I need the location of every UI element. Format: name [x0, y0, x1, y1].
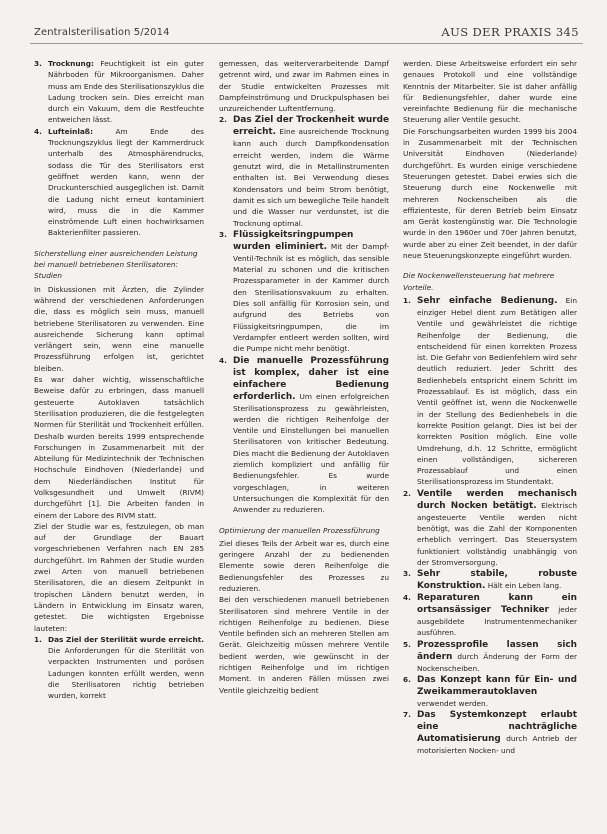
subheading: Die Nockenwellensteuerung hat mehrere Vorteile.: [403, 271, 555, 292]
header-rule: [30, 43, 583, 44]
item-number: 3.: [34, 59, 42, 68]
item-text: verwendet werden.: [417, 699, 489, 709]
paragraph: Bei den verschiedenen manuell betriebenen Sterilisatoren sind mehrere Ventile in der richtigen Reihenfolge zu bedienen. Diese Ventile befinden sich an mehreren Stellen am Gerät. Gleichzeitig müssen mehrere Ventile bedient werden, wie gewünscht in der richtigen Reihenfolge und im richtigen Moment. In anderen Fällen müssen zwei Ventile gleichzeitig bedient: [219, 595, 389, 695]
paragraph: Die Forschungsarbeiten wurden 1999 bis 2004 in Zusammenarbeit mit der Technischen Universität Eindhoven (Niederlande) durchgeführt. Es wurden einige verschiedene Steuerungen getestet. Dabei erwies sich die Steuerung durch eine Nockenwelle mit mehreren Nockenscheiben als die effizienteste, für deren Betrieb beim Einsatz am Gerät kostengünstig war. Die Technologie wurde in den 1960er und 70er Jahren benutzt, wurde aber zu einer Zeit beendet, in der dafür neue Steuerungskonzepte eingeführt wurden.: [403, 126, 577, 261]
item-number: 4.: [403, 593, 411, 603]
paragraph: werden. Diese Arbeitsweise erfordert ein sehr genaues Protokoll und eine vollständige Kenntnis der Mitarbeiter. Sie ist daher anfällig für Bedienungsfehler, daher wurde eine vereinfachte Bedienung für die mechanische Steuerung aller Ventile gesucht.: [403, 59, 577, 125]
paragraph: Ziel der Studie war es, festzulegen, ob man auf der Grundlage der Bauart vorgeschriebenen Verfahren nach EN 285 durchgeführt. Im Rahmen der Studie wurden zwei Arten von manuell betriebenen Sterilisatoren, die an diesem Zeitpunkt in tropischen Ländern benutzt werden, in Ländern in Entwicklung im Einsatz waren, getestet. Die wichtigsten Ergebnisse lauteten:: [34, 521, 204, 633]
item-number: 3.: [403, 569, 411, 579]
section-title: AUS DER PRAXIS: [441, 25, 552, 39]
item-number: 2.: [219, 115, 227, 125]
item-lead: Das Konzept kann für Ein- und Zweikammerautoklaven: [417, 675, 577, 698]
list-item: [34, 58, 204, 126]
item-text: Feuchtigkeit ist ein guter Nährboden für Mikroorganismen. Daher muss am Ende des Sterilisationszyklus die Ladung trocken sein. Dies erreicht man durch ein Vakuum, dem die Restfeuchte entweichen lässt.: [48, 59, 204, 125]
page-number: 345: [555, 25, 579, 39]
item-lead: Flüssigkeitsringpumpen wurden eliminiert.: [233, 229, 354, 252]
list-item: [219, 355, 389, 516]
item-lead: Prozessprofile lassen sich ändern: [417, 639, 577, 662]
item-lead: Sehr stabile, robuste Konstruktion.: [417, 569, 577, 592]
item-number: 7.: [403, 710, 411, 720]
paragraph: Ziel dieses Teils der Arbeit war es, durch eine geringere Anzahl der zu bedienenden Elemente sowie deren Reihenfolge die Bedienungsfehler des Prozesses zu reduzieren.: [219, 538, 389, 593]
paragraph: gemessen, das weiterverarbeitende Dampf getrennt wird, und zwar im Rahmen eines in der Studie entwickelten Prozesses mit Dampfeinströmung und Druckpulsphasen bei unzureichender Luftentfernung.: [219, 59, 389, 114]
subheading: Sicherstellung einer ausreichenden Leistung bei manuell betriebenen Sterilisatoren: Studien: [34, 248, 198, 281]
list-item: [403, 674, 577, 709]
list-item: [219, 114, 389, 228]
item-text: Die Anforderungen für die Sterilität von verpackten Instrumenten und porösen Ladungen konnten erfüllt werden, wenn die Sterilisatoren richtig betrieben wurden, korrekt: [48, 646, 204, 701]
item-number: 4.: [219, 355, 227, 365]
item-lead: Das Ziel der Trockenheit wurde erreicht.: [233, 115, 389, 138]
item-text: Eine ausreichende Trocknung kann auch durch Dampfkondensation erreicht werden, indem die Wärme genutzt wird, die in Metallinstrumenten enthalten ist. Bei Verwendung dieses Kondensators und beim Strom benötigt, damit es sich um bewegliche Teile handelt und die Wasser nur verdunstet, ist die Trocknung optimal.: [233, 127, 389, 228]
item-lead: Die manuelle Prozessführung ist komplex, daher ist eine einfachere Bedienung erforderlich.: [233, 355, 389, 402]
item-text: Um einen erfolgreichen Sterilisationsprozess zu gewährleisten, werden die richtigen Reihenfolge der Ventile und Einstellungen bei manuellen Sterilisatoren von kritischer Bedeutung. Dies macht die Bedienung der Autoklaven ziemlich kompliziert und anfällig für Bedienungsfehler. Es wurde vorgeschlagen, in weiteren Untersuchungen die Komplexität für den Anwender zu reduzieren.: [233, 391, 389, 515]
item-lead: Reparaturen kann ein ortsansässiger Techniker: [417, 593, 577, 616]
item-number: 2.: [403, 488, 411, 498]
item-text: durch Änderung der Form der Nockenscheiben.: [417, 651, 577, 673]
list-item: [34, 126, 204, 239]
item-text: jeder ausgebildete Instrumentenmechaniker ausführen.: [417, 605, 577, 638]
item-number: 3.: [219, 229, 227, 239]
item-lead: Das Systemkonzept erlaubt eine nachträgliche Automatisierung: [417, 710, 577, 745]
item-text: Am Ende des Trocknungszyklus liegt der Kammerdruck unterhalb des Atmosphärendrucks, sodass die Tür des Sterilisators erst geöffnet werden kann, wenn der Druckunterschied ausgeglichen ist. Damit die Ladung nicht erneut kontaminiert wird, muss die in die Kammer einströmende Luft einen hochwirksamen Bakterienfilter passieren.: [48, 126, 204, 238]
list-item: [403, 709, 577, 756]
item-lead: Das Ziel der Sterilität wurde erreicht.: [48, 634, 204, 644]
list-item: [403, 295, 577, 488]
item-number: 5.: [403, 639, 411, 649]
column-2: [219, 58, 389, 696]
paragraph: In Diskussionen mit Ärzten, die Zylinder während der verschiedenen Anforderungen die, dass es möglich sein muss, manuell betriebene Sterilisatoren zu verwenden. Eine ausreichende Sicherung kann optimal verlängert sein, wenn eine manuelle Prozessführung erfolgen ist, gerichtet bleiben.: [34, 284, 204, 373]
section-heading: [441, 25, 579, 39]
item-number: 6.: [403, 675, 411, 685]
item-number: 4.: [34, 126, 42, 136]
subheading: Optimierung der manuellen Prozessführung: [219, 525, 380, 535]
list-item: [403, 568, 577, 592]
item-number: 1.: [403, 295, 411, 305]
column-1: [34, 58, 204, 702]
list-item: [219, 229, 389, 355]
item-text: Ein einziger Hebel dient zum Betätigen aller Ventile und gewährleistet die richtige Reihenfolge der Bedienung, die entscheidend für einen korrekten Prozess ist. Die Gefahr von Bedienfehlern wird sehr deutlich reduziert. Jeder Schritt des Bedienhebels entspricht einem Schritt im Prozessablauf. Es ist möglich, dass ein Ventil geöffnet ist, wenn die Nockenwelle in der Stellung des Bedienhebels in die korrekte Position gelangt. Dies ist bei der korrekten Position möglich. Eine volle Umdrehung, d.h. 12 Schritte, ermöglicht einen vollständigen, sichereren Prozessablauf und einen Sterilisationsprozess im Stundentakt.: [417, 295, 577, 487]
item-lead: Lufteinlaß:: [48, 126, 94, 136]
list-item: [403, 639, 577, 674]
item-text: Hält ein Leben lang.: [487, 581, 562, 591]
list-item: [403, 592, 577, 639]
item-lead: Trocknung:: [48, 59, 94, 68]
item-text: durch Antrieb der motorisierten Nocken- und: [417, 734, 578, 756]
paragraph: Es war daher wichtig, wissenschaftliche Beweise dafür zu erbringen, dass manuell gesteuerte Autoklaven tatsächlich Sterilisation produzieren, die die festgelegten Normen für Sterilität und Trockenheit erfüllen. Deshalb wurden bereits 1999 entsprechende Forschungen in Zusammenarbeit mit der Abteilung für Medizintechnik der Technischen Hochschule Eindhoven (Niederlande) und dem Niederländischen Institut für Volksgesundheit und Umwelt (RIVM) durchgeführt [1]. Die Arbeiten fanden in einem der Labore des RIVM statt.: [34, 375, 204, 520]
item-lead: Ventile werden mechanisch durch Nocken betätigt.: [417, 488, 577, 511]
item-lead: Sehr einfache Bedienung.: [417, 295, 558, 306]
list-item: [403, 488, 577, 568]
list-item: [34, 634, 204, 702]
journal-name: Zentralsterilisation 5/2014: [34, 27, 170, 38]
column-3: [403, 58, 577, 757]
item-text: Elektrisch angesteuerte Ventile werden nicht benötigt, was die Zahl der Komponenten erheblich verringert. Das Steuersystem funktioniert vollständig unabhängig von der Stromversorgung.: [417, 500, 577, 567]
item-text: Mit der Dampf-Ventil-Technik ist es möglich, das sensible Material zu schonen und die kritischen Prozessparameter in der Kammer durch den Sterilisationsvakuum zu erhalten. Dies soll anfällig für Korrosion sein, und aufgrund des Betriebs von Flüssigkeitsringpumpen, die im Verdampfer entleert werden sollten, wird die Pumpe nicht mehr benötigt.: [233, 241, 389, 354]
item-number: 1.: [34, 634, 42, 644]
